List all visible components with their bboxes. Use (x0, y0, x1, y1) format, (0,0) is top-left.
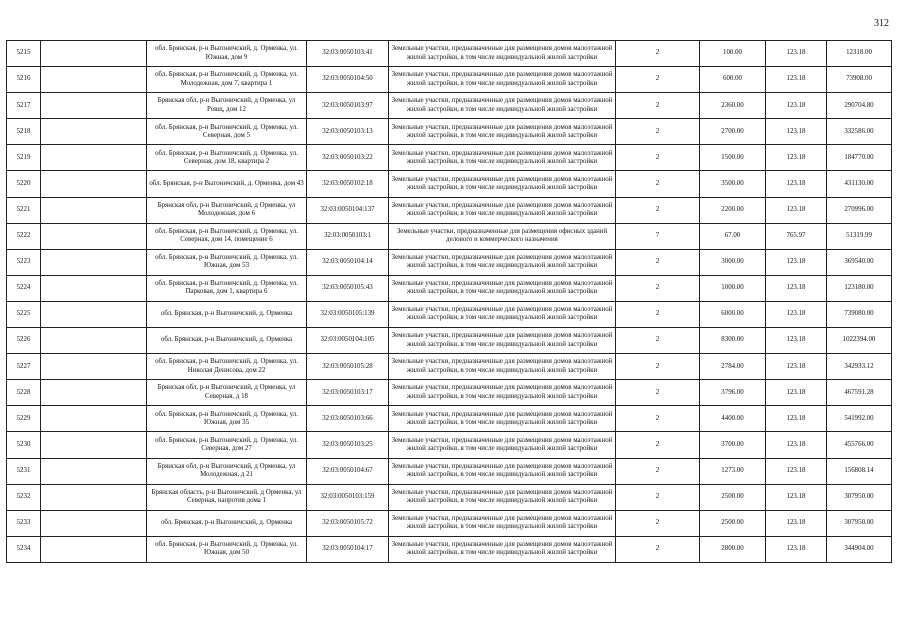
cadastral-number-cell: 32:03:0050103:22 (307, 145, 389, 171)
area-cell: 100.00 (700, 41, 766, 67)
cadastral-value-cell: 541992.00 (827, 406, 892, 432)
empty-cell (41, 484, 147, 510)
cadastral-number-cell: 32:03:0050103:97 (307, 93, 389, 119)
specific-value-cell: 123.18 (766, 354, 827, 380)
area-cell: 3700.00 (700, 432, 766, 458)
row-number-cell: 5234 (7, 536, 41, 562)
empty-cell (41, 41, 147, 67)
area-cell: 67.00 (700, 223, 766, 249)
group-cell: 2 (616, 171, 700, 197)
row-number-cell: 5233 (7, 510, 41, 536)
group-cell: 2 (616, 41, 700, 67)
table-row (7, 406, 892, 432)
address-cell: обл. Брянская, р-н Выгоничский, д. Орменка, ул. Северная, дом 18, квартира 2 (147, 145, 307, 171)
group-cell: 2 (616, 380, 700, 406)
empty-cell (41, 380, 147, 406)
cadastral-number-cell: 32:03:0050105:139 (307, 301, 389, 327)
specific-value-cell: 123.18 (766, 380, 827, 406)
cadastral-value-cell: 332586.00 (827, 119, 892, 145)
address-cell: обл. Брянская, р-н Выгоничский, д. Орменка, ул. Парковая, дом 1, квартира 6 (147, 275, 307, 301)
cadastral-number-cell: 32:03:0050104:14 (307, 249, 389, 275)
area-cell: 2500.00 (700, 484, 766, 510)
cadastral-value-cell: 184770.00 (827, 145, 892, 171)
table-row (7, 275, 892, 301)
cadastral-value-cell: 739080.00 (827, 301, 892, 327)
cadastral-value-cell: 455766.00 (827, 432, 892, 458)
address-cell: обл. Брянская, р-н Выгоничский, д. Орменка, ул. Молодежная, дом 7, квартира 1 (147, 67, 307, 93)
address-cell: обл. Брянская, р-н Выгоничский, д. Орменка, ул. Южная, дом 53 (147, 249, 307, 275)
specific-value-cell: 123.18 (766, 67, 827, 93)
area-cell: 600.00 (700, 67, 766, 93)
table-row (7, 67, 892, 93)
table-row (7, 458, 892, 484)
table-row (7, 223, 892, 249)
cadastral-number-cell: 32:03:0050103:66 (307, 406, 389, 432)
address-cell: обл. Брянская, р-н Выгоничский, д. Орменка, ул. Северная, дом 27 (147, 432, 307, 458)
cadastral-number-cell: 32:03:0050103:159 (307, 484, 389, 510)
row-number-cell: 5223 (7, 249, 41, 275)
empty-cell (41, 406, 147, 432)
table-row (7, 354, 892, 380)
address-cell: обл. Брянская, р-н Выгоничский, д. Орменка, ул. Николая Денисова, дом 22 (147, 354, 307, 380)
table-row (7, 380, 892, 406)
cadastral-number-cell: 32:03:0050103:13 (307, 119, 389, 145)
address-cell: Брянская обл, р-н Выгоничский, д Орменка, ул Молодежная, дом 6 (147, 197, 307, 223)
table-row (7, 249, 892, 275)
specific-value-cell: 123.18 (766, 249, 827, 275)
address-cell: обл. Брянская, р-н Выгоничский, д. Орменка (147, 328, 307, 354)
land-use-cell: Земельные участки, предназначенные для размещения домов малоэтажной жилой застройки, в том числе индивидуальной жилой застройки (389, 406, 616, 432)
row-number-cell: 5219 (7, 145, 41, 171)
cadastral-value-cell: 344904.00 (827, 536, 892, 562)
area-cell: 2784.00 (700, 354, 766, 380)
empty-cell (41, 93, 147, 119)
table-row (7, 119, 892, 145)
table-row (7, 536, 892, 562)
cadastral-value-cell: 73908.00 (827, 67, 892, 93)
empty-cell (41, 510, 147, 536)
specific-value-cell: 123.18 (766, 484, 827, 510)
cadastral-number-cell: 32:03:0050104:105 (307, 328, 389, 354)
row-number-cell: 5231 (7, 458, 41, 484)
cadastral-number-cell: 32:03:0050103:17 (307, 380, 389, 406)
area-cell: 4400.00 (700, 406, 766, 432)
cadastral-value-cell: 342933.12 (827, 354, 892, 380)
land-use-cell: Земельные участки, предназначенные для размещения домов малоэтажной жилой застройки, в том числе индивидуальной жилой застройки (389, 41, 616, 67)
land-use-cell: Земельные участки, предназначенные для размещения домов малоэтажной жилой застройки, в том числе индивидуальной жилой застройки (389, 119, 616, 145)
cadastral-value-cell: 51319.99 (827, 223, 892, 249)
table-row (7, 432, 892, 458)
cadastral-number-cell: 32:03:0050105:43 (307, 275, 389, 301)
group-cell: 2 (616, 145, 700, 171)
empty-cell (41, 197, 147, 223)
address-cell: обл. Брянская, р-н Выгоничский, д. Орменка, дом 43 (147, 171, 307, 197)
table-row (7, 171, 892, 197)
table-row (7, 93, 892, 119)
row-number-cell: 5230 (7, 432, 41, 458)
cadastral-number-cell: 32:03:0050105:28 (307, 354, 389, 380)
group-cell: 2 (616, 484, 700, 510)
row-number-cell: 5215 (7, 41, 41, 67)
specific-value-cell: 123.18 (766, 458, 827, 484)
land-use-cell: Земельные участки, предназначенные для размещения домов малоэтажной жилой застройки, в том числе индивидуальной жилой застройки (389, 536, 616, 562)
row-number-cell: 5227 (7, 354, 41, 380)
table-row (7, 41, 892, 67)
row-number-cell: 5224 (7, 275, 41, 301)
address-cell: Брянская обл, р-н Выгоничский, д Орменка, ул Молодежная, д 21 (147, 458, 307, 484)
land-use-cell: Земельные участки, предназначенные для размещения домов малоэтажной жилой застройки, в том числе индивидуальной жилой застройки (389, 275, 616, 301)
row-number-cell: 5218 (7, 119, 41, 145)
group-cell: 2 (616, 328, 700, 354)
empty-cell (41, 458, 147, 484)
land-use-cell: Земельные участки, предназначенные для размещения домов малоэтажной жилой застройки, в том числе индивидуальной жилой застройки (389, 328, 616, 354)
cadastral-number-cell: 32:03:0050103:1 (307, 223, 389, 249)
land-use-cell: Земельные участки, предназначенные для размещения домов малоэтажной жилой застройки, в том числе индивидуальной жилой застройки (389, 197, 616, 223)
land-use-cell: Земельные участки, предназначенные для размещения домов малоэтажной жилой застройки, в том числе индивидуальной жилой застройки (389, 67, 616, 93)
row-number-cell: 5216 (7, 67, 41, 93)
land-registry-table (6, 40, 892, 563)
area-cell: 1000.00 (700, 275, 766, 301)
land-use-cell: Земельные участки, предназначенные для размещения домов малоэтажной жилой застройки, в том числе индивидуальной жилой застройки (389, 380, 616, 406)
specific-value-cell: 123.18 (766, 328, 827, 354)
address-cell: Брянская область, р-н Выгоничский, д Орменка, ул Северная, напротив дома 1 (147, 484, 307, 510)
cadastral-value-cell: 307950.00 (827, 484, 892, 510)
address-cell: обл. Брянская, р-н Выгоничский, д. Орменка, ул. Северная, дом 5 (147, 119, 307, 145)
specific-value-cell: 123.18 (766, 510, 827, 536)
cadastral-number-cell: 32:03:0050104:50 (307, 67, 389, 93)
group-cell: 2 (616, 510, 700, 536)
address-cell: обл. Брянская, р-н Выгоничский, д. Орменка (147, 510, 307, 536)
land-use-cell: Земельные участки, предназначенные для размещения домов малоэтажной жилой застройки, в том числе индивидуальной жилой застройки (389, 301, 616, 327)
empty-cell (41, 301, 147, 327)
cadastral-number-cell: 32:03:0050104:17 (307, 536, 389, 562)
land-use-cell: Земельные участки, предназначенные для размещения домов малоэтажной жилой застройки, в том числе индивидуальной жилой застройки (389, 510, 616, 536)
specific-value-cell: 123.18 (766, 197, 827, 223)
group-cell: 2 (616, 354, 700, 380)
empty-cell (41, 171, 147, 197)
land-use-cell: Земельные участки, предназначенные для размещения домов малоэтажной жилой застройки, в том числе индивидуальной жилой застройки (389, 249, 616, 275)
row-number-cell: 5229 (7, 406, 41, 432)
area-cell: 2800.00 (700, 536, 766, 562)
page-number: 312 (874, 18, 889, 29)
area-cell: 2200.00 (700, 197, 766, 223)
empty-cell (41, 432, 147, 458)
cadastral-number-cell: 32:03:0050104:137 (307, 197, 389, 223)
address-cell: обл. Брянская, р-н Выгоничский, д. Орменка, ул. Южная, дом 35 (147, 406, 307, 432)
row-number-cell: 5222 (7, 223, 41, 249)
row-number-cell: 5226 (7, 328, 41, 354)
empty-cell (41, 223, 147, 249)
cadastral-number-cell: 32:03:0050105:72 (307, 510, 389, 536)
area-cell: 8300.00 (700, 328, 766, 354)
cadastral-value-cell: 270996.00 (827, 197, 892, 223)
specific-value-cell: 123.18 (766, 93, 827, 119)
empty-cell (41, 249, 147, 275)
land-use-cell: Земельные участки, предназначенные для размещения домов малоэтажной жилой застройки, в том числе индивидуальной жилой застройки (389, 93, 616, 119)
group-cell: 2 (616, 432, 700, 458)
cadastral-value-cell: 156808.14 (827, 458, 892, 484)
land-use-cell: Земельные участки, предназначенные для размещения домов малоэтажной жилой застройки, в том числе индивидуальной жилой застройки (389, 145, 616, 171)
specific-value-cell: 123.18 (766, 41, 827, 67)
specific-value-cell: 123.18 (766, 536, 827, 562)
group-cell: 2 (616, 536, 700, 562)
address-cell: обл. Брянская, р-н Выгоничский, д. Орменка (147, 301, 307, 327)
area-cell: 3796.00 (700, 380, 766, 406)
table-row (7, 197, 892, 223)
group-cell: 2 (616, 301, 700, 327)
land-use-cell: Земельные участки, предназначенные для размещения домов малоэтажной жилой застройки, в том числе индивидуальной жилой застройки (389, 171, 616, 197)
land-use-cell: Земельные участки, предназначенные для размещения домов малоэтажной жилой застройки, в том числе индивидуальной жилой застройки (389, 432, 616, 458)
address-cell: Брянская обл, р-н Выгоничский, д Орменка, ул Ровщ, дом 12 (147, 93, 307, 119)
area-cell: 6000.00 (700, 301, 766, 327)
empty-cell (41, 354, 147, 380)
cadastral-value-cell: 369540.00 (827, 249, 892, 275)
row-number-cell: 5225 (7, 301, 41, 327)
specific-value-cell: 123.18 (766, 119, 827, 145)
area-cell: 2700.00 (700, 119, 766, 145)
empty-cell (41, 119, 147, 145)
group-cell: 2 (616, 275, 700, 301)
empty-cell (41, 275, 147, 301)
empty-cell (41, 328, 147, 354)
cadastral-value-cell: 1022394.00 (827, 328, 892, 354)
group-cell: 2 (616, 197, 700, 223)
cadastral-number-cell: 32:03:0050103:25 (307, 432, 389, 458)
address-cell: обл. Брянская, р-н Выгоничский, д. Орменка, ул. Северная, дом 14, помещение 6 (147, 223, 307, 249)
land-use-cell: Земельные участки, предназначенные для размещения офисных зданий делового и коммерческого назначения (389, 223, 616, 249)
specific-value-cell: 123.18 (766, 145, 827, 171)
group-cell: 2 (616, 93, 700, 119)
area-cell: 1273.00 (700, 458, 766, 484)
group-cell: 2 (616, 119, 700, 145)
table-body (7, 41, 892, 563)
address-cell: Брянская обл, р-н Выгоничский, д Орменка, ул Северная, д 18 (147, 380, 307, 406)
row-number-cell: 5221 (7, 197, 41, 223)
group-cell: 2 (616, 67, 700, 93)
specific-value-cell: 123.18 (766, 301, 827, 327)
land-use-cell: Земельные участки, предназначенные для размещения домов малоэтажной жилой застройки, в том числе индивидуальной жилой застройки (389, 354, 616, 380)
address-cell: обл. Брянская, р-н Выгоничский, д. Орменка, ул. Южная, дом 50 (147, 536, 307, 562)
empty-cell (41, 145, 147, 171)
group-cell: 2 (616, 406, 700, 432)
area-cell: 3500.00 (700, 171, 766, 197)
area-cell: 1500.00 (700, 145, 766, 171)
specific-value-cell: 123.18 (766, 432, 827, 458)
row-number-cell: 5220 (7, 171, 41, 197)
area-cell: 3000.00 (700, 249, 766, 275)
cadastral-value-cell: 123180.00 (827, 275, 892, 301)
table-row (7, 510, 892, 536)
cadastral-value-cell: 431130.00 (827, 171, 892, 197)
row-number-cell: 5228 (7, 380, 41, 406)
row-number-cell: 5217 (7, 93, 41, 119)
cadastral-number-cell: 32:03:0050103:41 (307, 41, 389, 67)
cadastral-value-cell: 467591.28 (827, 380, 892, 406)
group-cell: 7 (616, 223, 700, 249)
land-use-cell: Земельные участки, предназначенные для размещения домов малоэтажной жилой застройки, в том числе индивидуальной жилой застройки (389, 484, 616, 510)
group-cell: 2 (616, 458, 700, 484)
area-cell: 2360.00 (700, 93, 766, 119)
address-cell: обл. Брянская, р-н Выгоничский, д. Орменка, ул. Южная, дом 9 (147, 41, 307, 67)
table-row (7, 484, 892, 510)
group-cell: 2 (616, 249, 700, 275)
land-use-cell: Земельные участки, предназначенные для размещения домов малоэтажной жилой застройки, в том числе индивидуальной жилой застройки (389, 458, 616, 484)
table-row (7, 145, 892, 171)
cadastral-number-cell: 32:03:0050104:67 (307, 458, 389, 484)
table-row (7, 328, 892, 354)
specific-value-cell: 123.18 (766, 171, 827, 197)
cadastral-value-cell: 307950.00 (827, 510, 892, 536)
row-number-cell: 5232 (7, 484, 41, 510)
cadastral-number-cell: 32:03:0050102:18 (307, 171, 389, 197)
empty-cell (41, 536, 147, 562)
cadastral-value-cell: 290704.80 (827, 93, 892, 119)
empty-cell (41, 67, 147, 93)
specific-value-cell: 123.18 (766, 406, 827, 432)
table-row (7, 301, 892, 327)
area-cell: 2500.00 (700, 510, 766, 536)
specific-value-cell: 765.97 (766, 223, 827, 249)
specific-value-cell: 123.18 (766, 275, 827, 301)
cadastral-value-cell: 12318.00 (827, 41, 892, 67)
